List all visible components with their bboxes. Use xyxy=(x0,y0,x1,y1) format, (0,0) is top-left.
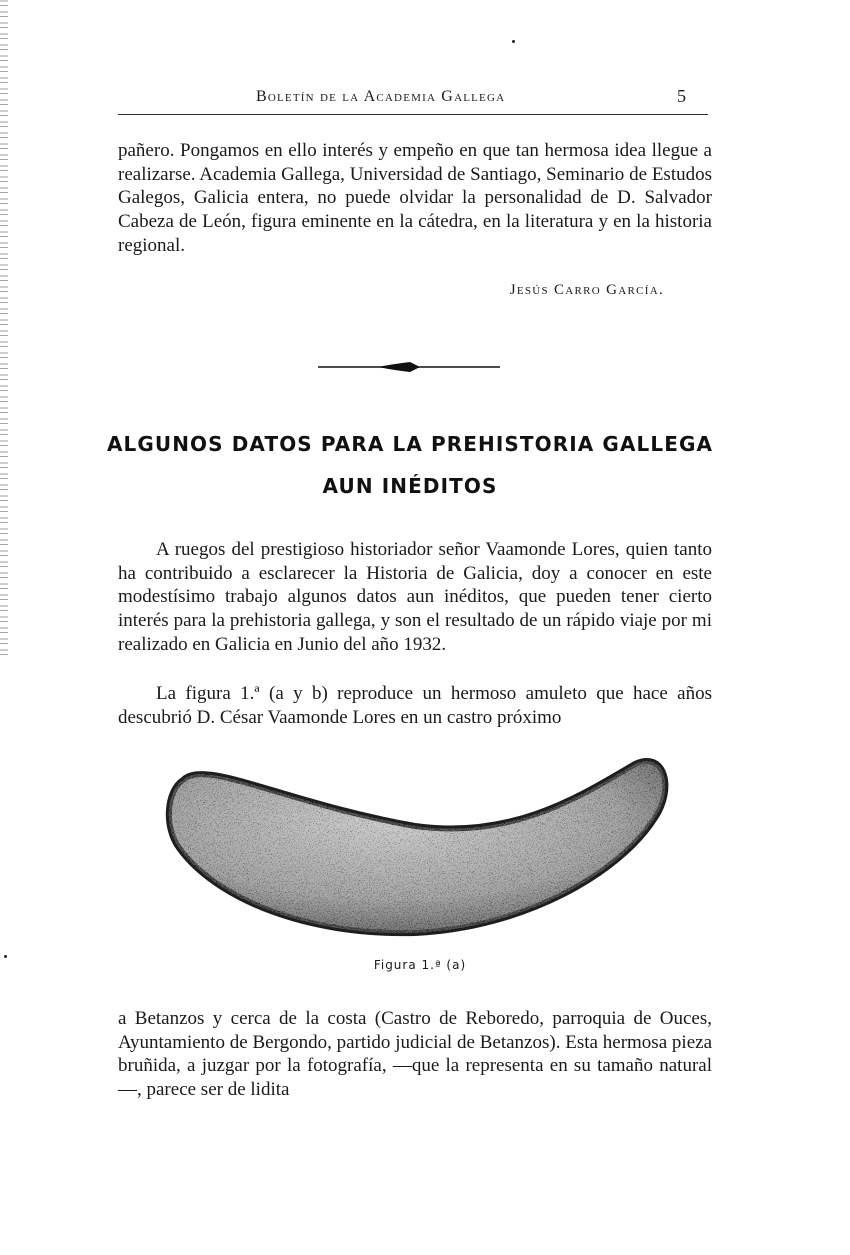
running-head: Boletín de la Academia Gallega xyxy=(256,88,506,105)
article-title: ALGUNOS DATOS PARA LA PREHISTORIA GALLEGA xyxy=(106,432,714,456)
intro-paragraph: A ruegos del prestigioso historiador señor Vaamonde Lores, quien tanto ha contribuido a esclarecer la Historia de Galicia, doy a conocer en este modestísimo trabajo algunos datos aun inéditos, que pueden tener cierto interés para la prehistoria gallega, y son el resultado de un rápido viaje por mi realizado en Galicia en Junio del año 1932. xyxy=(118,539,712,655)
article-subtitle: AUN INÉDITOS xyxy=(322,474,498,498)
figure-caption: Figura 1.ª (a) xyxy=(373,958,467,972)
continuation-paragraph: a Betanzos y cerca de la costa (Castro de Reboredo, parroquia de Ouces, Ayuntamiento de Bergondo, partido judicial de Betanzos). Esta hermosa pieza bruñida, a juzgar por la fotografía, —que la representa en su tamaño natural—, parece ser de lidita xyxy=(118,1008,712,1101)
amulet-figure xyxy=(165,748,675,948)
page-number: 5 xyxy=(677,86,686,106)
author-signature: Jesús Carro García. xyxy=(509,282,664,298)
print-speck xyxy=(4,955,7,958)
binding-edge xyxy=(0,0,8,660)
figure-reference-paragraph: La figura 1.ª (a y b) reproduce un hermoso amuleto que hace años descubrió D. César Vaamonde Lores en un castro próximo xyxy=(118,683,712,728)
page-header xyxy=(118,86,708,115)
print-speck xyxy=(512,40,515,43)
closing-paragraph: pañero. Pongamos en ello interés y empeño en que tan hermosa idea llegue a realizarse. Academia Gallega, Universidad de Santiago, Seminario de Estudos Galegos, Galicia entera, no puede olvidar la personalidad de D. Salvador Cabeza de León, figura eminente en la cátedra, en la literatura y en la historia regional. xyxy=(118,140,712,256)
section-divider-ornament xyxy=(318,358,500,376)
